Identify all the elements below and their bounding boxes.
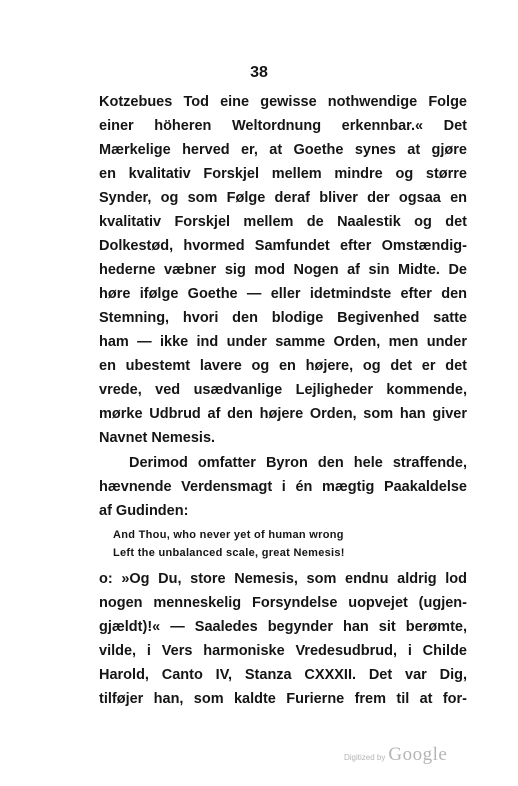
- text-line: o: »Og Du, store Nemesis, som endnu aldrig lod: [99, 571, 467, 587]
- verse-quote: [113, 526, 443, 562]
- text-line: vilde, i Vers harmoniske Vredesudbrud, i Childe: [99, 643, 467, 659]
- text-line: høre ifølge Goethe — eller idetmindste efter den: [99, 286, 467, 302]
- text-line: ham — ikke ind under samme Orden, men under: [99, 334, 467, 350]
- text-line: gjældt)!« — Saaledes begynder han sit berømte,: [99, 619, 467, 635]
- page-number: 38: [250, 64, 268, 81]
- text-line: tilføjer han, som kaldte Furierne frem til at for-: [99, 691, 467, 707]
- text-line: Mærkelige herved er, at Goethe synes at gjøre: [99, 142, 467, 158]
- text-line: hederne væbner sig mod Nogen af sin Midte. De: [99, 262, 467, 278]
- text-line: Stemning, hvori den blodige Begivenhed satte: [99, 310, 467, 326]
- text-line: mørke Udbrud af den højere Orden, som han giver: [99, 406, 467, 422]
- text-line: Harold, Canto IV, Stanza CXXXII. Det var Dig,: [99, 667, 467, 683]
- paragraph-1: [99, 90, 467, 450]
- paragraph-2: [99, 451, 467, 523]
- google-logo: Google: [388, 744, 448, 765]
- quote-line: And Thou, who never yet of human wrong: [113, 529, 344, 541]
- text-line: Dolkestød, hvormed Samfundet efter Omstændig-: [99, 238, 467, 254]
- text-line: einer höheren Weltordnung erkennbar.« Det: [99, 118, 467, 134]
- digitized-watermark: [344, 744, 447, 766]
- watermark-prefix: Digitized by: [344, 753, 386, 762]
- text-line: af Gudinden:: [99, 503, 189, 519]
- text-line: kvalitativ Forskjel mellem de Naalestik og det: [99, 214, 467, 230]
- quote-line: Left the unbalanced scale, great Nemesis!: [113, 547, 345, 559]
- text-line: Kotzebues Tod eine gewisse nothwendige Folge: [99, 94, 467, 110]
- text-line: hævnende Verdensmagt i én mægtig Paakaldelse: [99, 479, 467, 495]
- text-line: Synder, og som Følge deraf bliver der ogsaa en: [99, 190, 467, 206]
- paragraph-3: [99, 567, 467, 711]
- text-line: en kvalitativ Forskjel mellem mindre og større: [99, 166, 467, 182]
- text-line: vrede, ved usædvanlige Lejligheder kommende,: [99, 382, 467, 398]
- text-line: nogen menneskelig Forsyndelse uopvejet (ugjen-: [99, 595, 467, 611]
- text-line: Derimod omfatter Byron den hele straffende,: [129, 455, 467, 471]
- text-line: en ubestemt lavere og en højere, og det er det: [99, 358, 467, 374]
- text-line: Navnet Nemesis.: [99, 430, 216, 446]
